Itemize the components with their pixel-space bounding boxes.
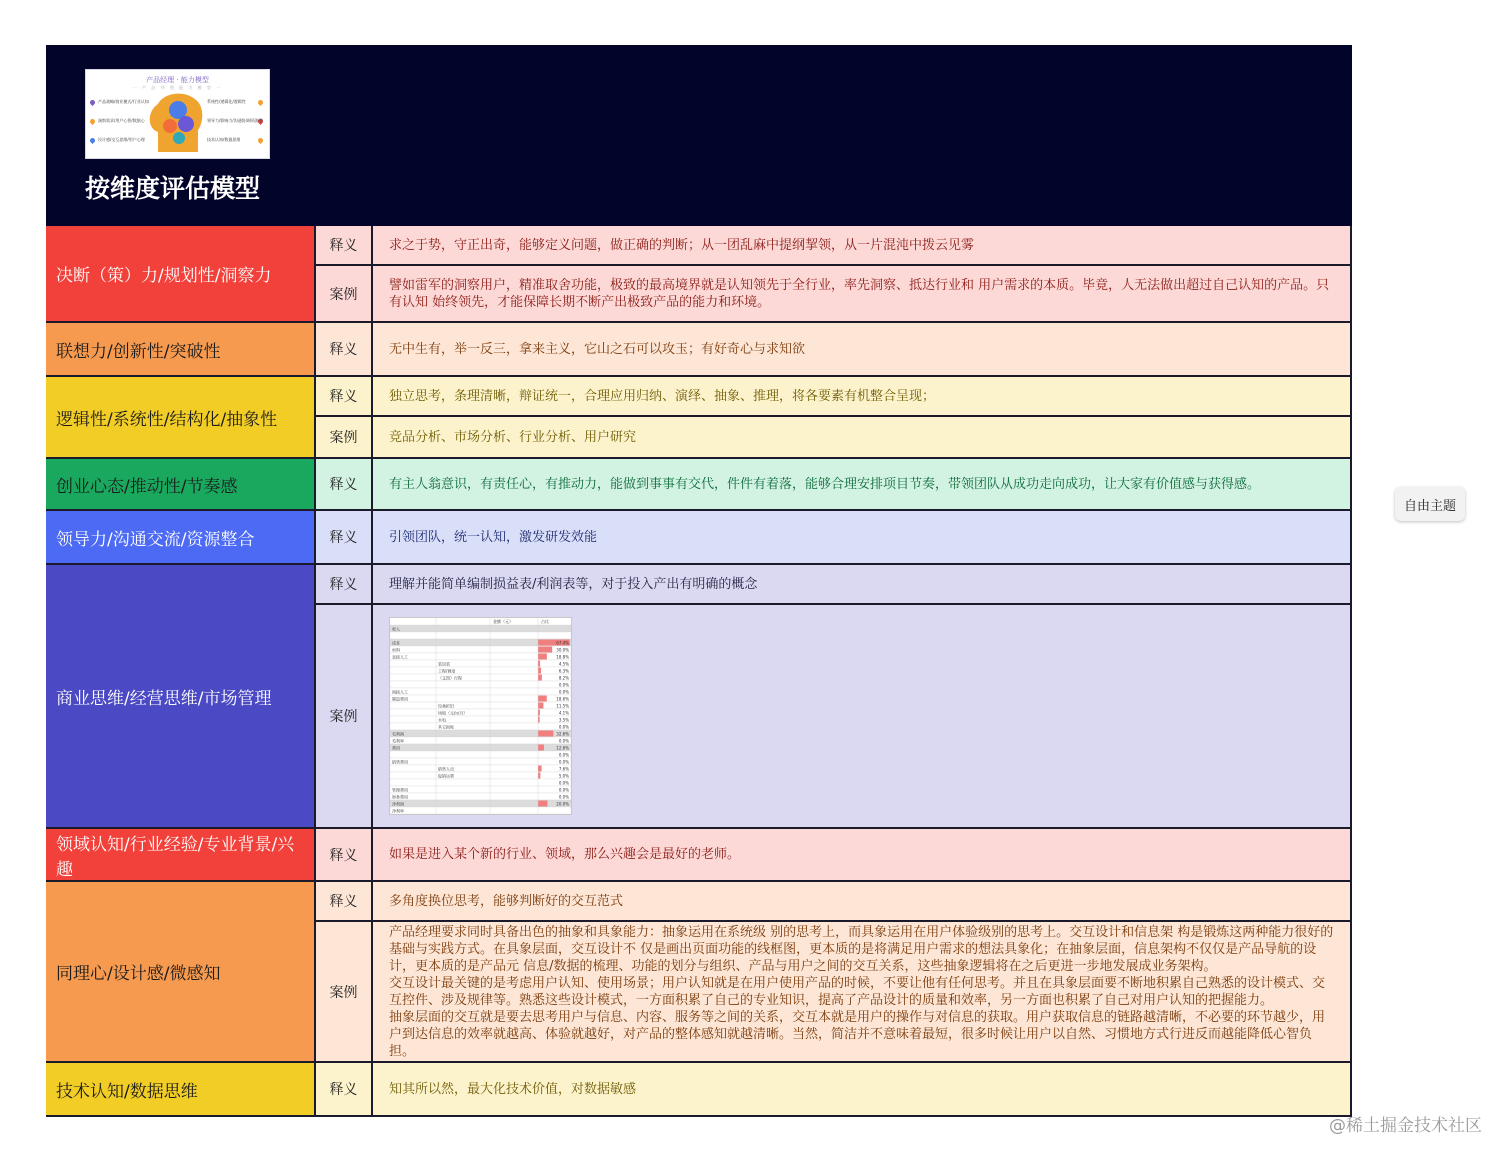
entry-text[interactable] <box>371 565 1352 605</box>
pl-cell: 制造费用 <box>392 696 408 702</box>
pl-row <box>390 702 571 709</box>
entry-text-content: 多角度换位思考，能够判断好的交互范式 <box>389 893 624 909</box>
pl-row <box>390 751 571 758</box>
pl-cell: 11.5% <box>556 703 569 709</box>
thumbnail-left-item: 设计感/交互思维/用户心理 <box>98 137 145 142</box>
pl-cell: 其它损耗 <box>438 724 454 730</box>
pl-cell: 30.0% <box>556 647 569 653</box>
watermark: @稀土掘金技术社区 <box>1329 1116 1482 1136</box>
pl-ratio-bar <box>538 668 541 674</box>
entry-type-label[interactable]: 释义 <box>314 377 371 417</box>
pl-cell: 4.1% <box>558 710 569 716</box>
pl-row <box>390 772 571 779</box>
pl-row <box>390 688 571 695</box>
pl-cell: 0.0% <box>558 724 569 730</box>
entry-text[interactable] <box>371 922 1352 1063</box>
pl-cell: 4.5% <box>558 661 569 667</box>
entry-text[interactable] <box>371 417 1352 459</box>
entry-type-label[interactable]: 释义 <box>314 829 371 882</box>
page-title[interactable]: 按维度评估模型 <box>85 174 261 203</box>
pl-cell: 净利率 <box>392 808 404 814</box>
pl-row <box>390 716 571 723</box>
mind-map-table <box>46 45 1352 1117</box>
entry-type-label[interactable]: 释义 <box>314 459 371 511</box>
pl-ratio-bar <box>538 710 540 716</box>
dimension-label[interactable]: 创业心态/推动性/节奏感 <box>46 459 314 511</box>
thumbnail-right-item: 技术认知/数据思维 <box>207 137 241 142</box>
dimension-label[interactable]: 逻辑性/系统性/结构化/抽象性 <box>46 377 314 459</box>
pl-cell: 0.0% <box>558 794 569 800</box>
pl-ratio-bar <box>538 731 553 737</box>
pl-row <box>390 709 571 716</box>
dimension-label[interactable]: 技术认知/数据思维 <box>46 1063 314 1117</box>
pl-cell: 32.6% <box>556 731 569 737</box>
pl-row <box>390 779 571 786</box>
pl-cell: 销售费用 <box>392 759 408 765</box>
pl-row <box>390 765 571 772</box>
pl-table <box>390 618 571 814</box>
pl-cell: 毛利润 <box>392 731 404 737</box>
pl-row <box>390 674 571 681</box>
entry-text[interactable] <box>371 882 1352 922</box>
dimension-label[interactable]: 决断（策）力/规划性/洞察力 <box>46 226 314 323</box>
dimension-label[interactable]: 领域认知/行业经验/专业背景/兴趣 <box>46 829 314 882</box>
entry-text[interactable] <box>371 829 1352 882</box>
entry-text[interactable] <box>371 323 1352 377</box>
pl-cell: 7.6% <box>558 766 569 772</box>
pl-row <box>390 632 571 639</box>
dimension-grid <box>46 226 1352 1117</box>
dimension-label[interactable]: 同理心/设计感/微感知 <box>46 882 314 1063</box>
pl-cell: 间接人工 <box>392 689 408 695</box>
pl-row <box>390 625 571 632</box>
entry-text-content: 如果是进入某个新的行业、领域，那么兴趣会是最好的老师。 <box>389 847 741 862</box>
entry-text-content: 独立思考，条理清晰，辩证统一，合理应用归纳、演绎、抽象、推理，将各要素有机整合呈现； <box>389 388 936 404</box>
thumbnail-left-item: 产品战略/商业模式/行业认知 <box>98 99 149 104</box>
pl-cell: 0.0% <box>558 689 569 695</box>
entry-type-label[interactable]: 释义 <box>314 511 371 565</box>
pl-cell: 18.8% <box>556 654 569 660</box>
entry-type-label[interactable]: 释义 <box>314 323 371 377</box>
thumbnail-left-item: 洞察需求/用户心智/数据心 <box>98 118 145 123</box>
pl-cell: 8.2% <box>558 675 569 681</box>
pl-ratio-bar <box>538 654 547 660</box>
pl-cell: 净利润 <box>392 801 404 807</box>
pl-ratio-bar <box>538 766 542 772</box>
entry-text-content: 有主人翁意识，有责任心，有推动力，能做到事事有交代，件件有着落，能够合理安排项目节奏，带领团队从成功走向成功，让大家有价值感与获得感。 <box>389 476 1261 492</box>
head-puzzle-icon <box>86 70 270 159</box>
entry-text-content: 求之于势，守正出奇，能够定义问题，做正确的判断；从一团乱麻中提纲挈领，从一片混沌中拨云见雾 <box>389 237 975 253</box>
pl-cell: 67.4% <box>556 640 569 646</box>
pl-cell: 20.0% <box>556 801 569 807</box>
thumbnail-subtitle: 一 产 品 经 理 能 力 模 型 一 <box>132 85 223 90</box>
pl-cell: 销售人员 <box>438 766 454 772</box>
pl-header-cell: 占比 <box>541 619 549 624</box>
pl-cell: 直接人工 <box>392 654 408 660</box>
pl-cell: 设备折旧 <box>438 703 454 709</box>
dimension-label[interactable]: 联想力/创新性/突破性 <box>46 323 314 377</box>
pl-ratio-bar <box>538 696 547 702</box>
pl-cell: 场租（元/㎡月） <box>438 710 468 716</box>
pl-cell: 毛利率 <box>392 738 404 744</box>
pl-cell: 0.0% <box>558 759 569 765</box>
pl-cell: 收入 <box>392 626 400 632</box>
pl-cell: 0.0% <box>558 682 569 688</box>
profit-loss-table-image[interactable] <box>389 617 572 815</box>
entry-text-content: 譬如雷军的洞察用户，精准取舍功能，极致的最高境界就是认知领先于全行业，率先洞察、抵达行业和 用户需求的本质。毕竟，人无法做出超过自己认知的产品。只有认知 始终领先，才能保障长期不断产出极致产品的能力和环境。 <box>389 277 1330 310</box>
pl-cell: 材料 <box>392 647 400 653</box>
thumbnail-title: 产品经理 · 能力模型 <box>146 76 209 84</box>
pl-cell: 费用 <box>392 745 400 751</box>
pl-ratio-bar <box>538 717 540 723</box>
dimension-label[interactable]: 商业思维/经营思维/市场管理 <box>46 565 314 829</box>
entry-text-content: 知其所以然，最大化技术价值，对数据敏感 <box>389 1081 637 1097</box>
pl-cell: 促销运费 <box>438 773 454 779</box>
pl-cell: 18.6% <box>556 696 569 702</box>
pl-cell: 财务费用 <box>392 794 408 800</box>
pl-cell: 管理费用 <box>392 787 408 793</box>
pl-cell: 工程/调度 <box>438 668 456 674</box>
entry-text-content: 引领团队，统一认知，激发研发效能 <box>389 529 598 545</box>
entry-text[interactable] <box>371 377 1352 417</box>
entry-type-label[interactable]: 案例 <box>314 266 371 323</box>
pl-cell: （文图）行程 <box>438 675 462 681</box>
dimension-label[interactable]: 领导力/沟通交流/资源整合 <box>46 511 314 565</box>
pl-cell: 0.0% <box>558 780 569 786</box>
pl-header-cell: 金额（元） <box>493 619 513 624</box>
pl-ratio-bar <box>538 703 543 709</box>
pl-cell: 3.5% <box>558 717 569 723</box>
pl-cell: 0.0% <box>558 738 569 744</box>
pl-cell: 装包装 <box>438 661 450 667</box>
thumbnail-right-item: 系统性/逻辑化/逻辑性 <box>207 99 246 104</box>
pl-row <box>390 723 571 730</box>
thumbnail-right-item: 领导力/影响力/沟通协调/资源整 <box>207 118 264 123</box>
entry-type-label[interactable]: 案例 <box>314 605 371 829</box>
entry-text-content: 产品经理要求同时具备出色的抽象和具象能力：抽象运用在系统级 别的思考上，而具象运用在用户体验级别的思考上。交互设计和信息架 构是锻炼这两种能力很好的基础与实践方式。在具象层面，交互设计不 仅是画出页面功能的线框图，更本质的是将满足用户需求的想法具象化；在抽象层面，信息架构不仅仅是产品导航的设计，更本质的是产品元 信息/数据的梳理、功能的划分与组织、产品与用户之间的交互关系，这些抽象逻辑将在之后更进一步地发展成业务架构。 交互设计最关键的是考虑用户认知、使用场景；用户认知就是在用户使用产品的时候，不要让他有任何思考。并且在具象层面要不断地积累自己熟悉的设计模式、交互控件、涉及规律等。熟悉这些设计模式，一方面积累了自己的专业知识，提高了产品设计的质量和效率，另一方面也积累了自己对用户认知的把握能力。 抽象层面的交互就是要去思考用户与信息、内容、服务等之间的关系，交互本就是用户的操作与对信息的获取。用户获取信息的链路越清晰，不必要的环节越少，用户到达信息的效率就越高、体验就越好，对产品的整体感知就越清晰。当然，简洁并不意味着最短，很多时候让用户以自然、习惯地方式行进反而越能降低心智负担。 <box>389 924 1334 1059</box>
pl-cell: 水电 <box>438 717 446 723</box>
pl-cell: 0.0% <box>558 752 569 758</box>
entry-text[interactable] <box>371 511 1352 565</box>
pl-row <box>390 807 571 814</box>
entry-text[interactable] <box>371 266 1352 323</box>
entry-text-content: 理解并能简单编制损益表/利润表等，对于投入产出有明确的概念 <box>389 576 758 592</box>
entry-text[interactable] <box>371 226 1352 266</box>
free-topic-button[interactable]: 自由主题 <box>1395 487 1465 521</box>
pl-cell: 5.0% <box>558 773 569 779</box>
pl-row <box>390 667 571 674</box>
header-block <box>46 45 1352 226</box>
pl-ratio-bar <box>538 745 544 751</box>
pl-row <box>390 793 571 800</box>
pl-row <box>390 737 571 744</box>
entry-type-label[interactable]: 释义 <box>314 1063 371 1117</box>
entry-text-content: 竞品分析、市场分析、行业分析、用户研究 <box>389 429 637 445</box>
entry-type-label[interactable]: 案例 <box>314 922 371 1063</box>
pl-row <box>390 758 571 765</box>
pl-cell: 成本 <box>392 640 400 646</box>
entry-type-label[interactable]: 释义 <box>314 565 371 605</box>
ability-model-thumbnail[interactable] <box>85 69 270 159</box>
pl-ratio-bar <box>538 661 540 667</box>
pl-row <box>390 786 571 793</box>
entry-type-label[interactable]: 案例 <box>314 417 371 459</box>
pl-ratio-bar <box>538 647 552 653</box>
pl-ratio-bar <box>538 801 547 807</box>
entry-type-label[interactable]: 释义 <box>314 882 371 922</box>
pl-ratio-bar <box>538 675 542 681</box>
pl-cell: 12.6% <box>556 745 569 751</box>
entry-text[interactable] <box>371 459 1352 511</box>
entry-type-label[interactable]: 释义 <box>314 226 371 266</box>
pl-cell: 0.0% <box>558 787 569 793</box>
pl-ratio-bar <box>538 773 540 779</box>
entry-text[interactable] <box>371 1063 1352 1117</box>
pl-row <box>390 660 571 667</box>
pl-cell: 6.3% <box>558 668 569 674</box>
entry-text-content: 无中生有，举一反三，拿来主义，它山之石可以攻玉；有好奇心与求知欲 <box>389 341 806 357</box>
pl-row <box>390 681 571 688</box>
pl-table-cell[interactable] <box>371 605 1352 829</box>
